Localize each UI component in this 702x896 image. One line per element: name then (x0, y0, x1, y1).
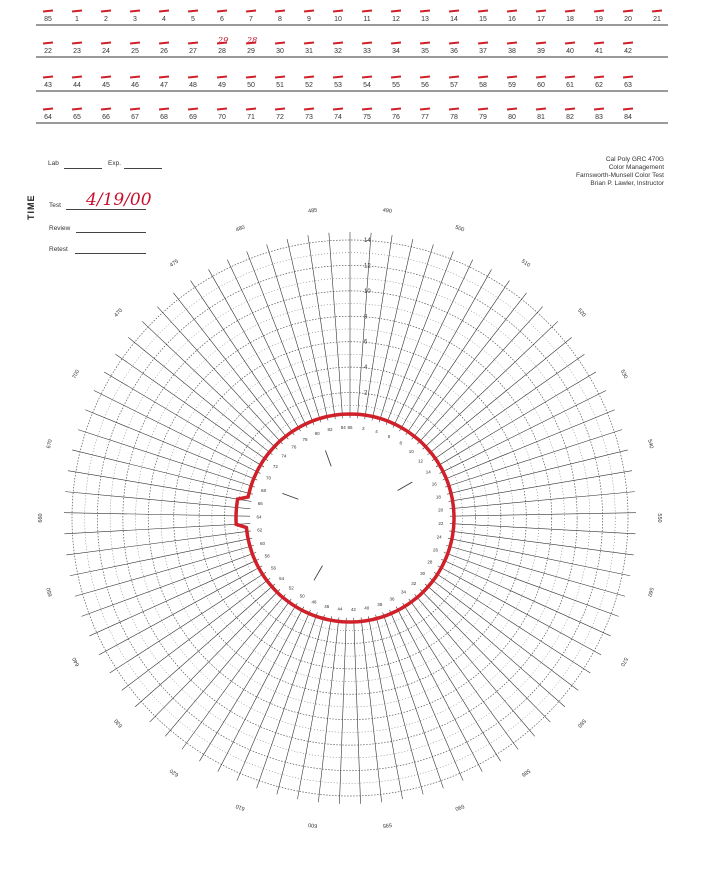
title-test-name: Farnsworth-Munsell Color Test (575, 172, 664, 179)
score-ring (237, 405, 462, 630)
cap-spoke (128, 337, 272, 454)
cap-number[interactable]: 6 (220, 16, 224, 23)
cap-spoke (450, 492, 635, 509)
scale-label: 4 (364, 365, 368, 372)
wavelength-label: 550 (656, 513, 662, 523)
cap-number[interactable]: 34 (392, 48, 400, 55)
cap-spoke (110, 572, 266, 673)
cap-number[interactable]: 33 (363, 48, 371, 55)
cap-number[interactable]: 58 (479, 82, 487, 89)
scale-label: 14 (364, 238, 371, 244)
cap-number[interactable]: 40 (566, 48, 574, 55)
cap-spoke (72, 450, 253, 494)
inner-cap-number: 82 (327, 427, 333, 433)
cap-spoke (403, 603, 501, 761)
inner-tick (325, 450, 331, 466)
scale-label: 10 (364, 288, 371, 295)
inner-cap-number: 28 (427, 559, 433, 565)
cap-number[interactable]: 21 (653, 16, 661, 23)
cap-number[interactable]: 68 (160, 114, 168, 121)
inner-cap-number: 80 (314, 431, 320, 437)
scale-label: 12 (364, 263, 371, 270)
inner-cap-number: 56 (271, 565, 277, 571)
inner-cap-number: 10 (408, 448, 414, 454)
cap-number[interactable]: 7 (249, 16, 253, 23)
cap-number[interactable]: 42 (624, 48, 632, 55)
inner-cap-number: 32 (411, 580, 417, 586)
inner-cap-number: 24 (436, 534, 442, 540)
cap-spoke (434, 572, 590, 673)
cap-spoke (318, 617, 339, 802)
cap-spoke (99, 566, 262, 655)
inner-cap-number: 14 (425, 469, 431, 475)
cap-number[interactable]: 67 (131, 114, 139, 121)
cap-spoke (450, 524, 636, 534)
cap-number[interactable]: 15 (479, 16, 487, 23)
cap-number[interactable]: 81 (537, 114, 545, 121)
cap-number[interactable]: 1 (75, 16, 79, 23)
inner-cap-number: 76 (291, 444, 297, 450)
cap-number[interactable]: 5 (191, 16, 195, 23)
cap-number[interactable]: 74 (334, 114, 342, 121)
inner-cap-number: 62 (257, 527, 263, 533)
cap-spoke (390, 610, 464, 781)
cap-number[interactable]: 82 (566, 114, 574, 121)
cap-number[interactable]: 29 (247, 48, 255, 55)
wavelength-label: 510 (520, 258, 532, 269)
cap-spoke (409, 599, 518, 749)
cap-number[interactable]: 31 (305, 48, 313, 55)
cap-spoke (368, 616, 402, 799)
cap-spoke (81, 552, 256, 616)
cap-number[interactable]: 71 (247, 114, 255, 121)
inner-tick (282, 493, 298, 499)
cap-number[interactable]: 64 (44, 114, 52, 121)
scale-label: 8 (364, 314, 368, 321)
cap-spoke (135, 584, 275, 707)
cap-number[interactable]: 69 (189, 114, 197, 121)
inner-cap-number: 18 (435, 494, 441, 500)
cap-number[interactable]: 73 (305, 114, 313, 121)
wavelength-label: 590 (454, 802, 465, 812)
cap-spoke (438, 566, 601, 655)
cap-number[interactable]: 22 (44, 48, 52, 55)
cap-number[interactable]: 3 (133, 16, 137, 23)
cap-number[interactable]: 65 (73, 114, 81, 121)
exp-label: Exp. (108, 160, 122, 167)
wavelength-label: 500 (454, 224, 465, 234)
cap-spoke (415, 594, 535, 736)
cap-spoke (64, 513, 250, 516)
inner-cap-number: 64 (256, 514, 262, 520)
inner-cap-number: 68 (260, 487, 266, 493)
cap-spoke (361, 617, 382, 802)
inner-cap-number: 48 (311, 599, 317, 605)
inner-cap-number: 78 (302, 436, 308, 442)
cap-spoke (66, 531, 250, 555)
cap-spoke (423, 321, 558, 449)
cap-number[interactable]: 26 (160, 48, 168, 55)
wavelength-label: 630 (113, 717, 125, 729)
inner-cap-number: 84 (340, 425, 346, 431)
cap-spoke (379, 244, 433, 422)
cap-number[interactable]: 53 (334, 82, 342, 89)
wavelength-label: 660 (38, 513, 44, 523)
cap-spoke (406, 281, 510, 435)
cap-spoke (122, 578, 270, 690)
cap-number[interactable]: 56 (421, 82, 429, 89)
handwritten-29: 29 (218, 36, 229, 45)
cap-number[interactable]: 70 (218, 114, 226, 121)
wavelength-label: 620 (168, 767, 180, 778)
cap-spoke (199, 603, 297, 761)
inner-cap-number: 46 (324, 603, 330, 609)
wavelength-label: 475 (168, 258, 180, 269)
wavelength-label: 610 (235, 802, 246, 812)
cap-spoke (64, 524, 250, 534)
cap-spoke (182, 599, 291, 749)
cap-spoke (430, 578, 578, 690)
cap-spoke (436, 372, 596, 467)
inner-cap-number: 6 (387, 433, 391, 439)
score-ring (225, 390, 476, 644)
cap-number[interactable]: 55 (392, 82, 400, 89)
cap-spoke (68, 471, 251, 502)
cap-number[interactable]: 44 (73, 82, 81, 89)
scale-label: 2 (364, 390, 368, 397)
cap-number[interactable]: 2 (104, 16, 108, 23)
cap-spoke (432, 354, 584, 461)
cap-number[interactable]: 4 (162, 16, 166, 23)
cap-number[interactable]: 28 (218, 48, 226, 55)
cap-spoke (449, 531, 633, 555)
cap-number[interactable]: 52 (305, 82, 313, 89)
cap-number[interactable]: 39 (537, 48, 545, 55)
cap-number[interactable]: 17 (537, 16, 545, 23)
inner-cap-number: 34 (400, 589, 406, 595)
inner-cap-number: 70 (266, 475, 272, 481)
cap-spoke (165, 594, 285, 736)
cap-number[interactable]: 83 (595, 114, 603, 121)
cap-number[interactable]: 57 (450, 82, 458, 89)
cap-number[interactable]: 63 (624, 82, 632, 89)
cap-spoke (209, 269, 301, 431)
inner-tick (398, 482, 413, 491)
cap-number[interactable]: 85 (44, 16, 52, 23)
cap-spoke (104, 372, 264, 467)
cap-number[interactable]: 36 (450, 48, 458, 55)
wavelength-label: 650 (45, 586, 54, 598)
wavelength-label: 490 (382, 207, 393, 215)
cap-spoke (227, 260, 307, 428)
cap-spoke (376, 615, 424, 795)
cap-spoke (116, 354, 268, 461)
inner-cap-number: 20 (438, 507, 444, 513)
cap-spoke (440, 391, 607, 474)
cap-spoke (297, 616, 331, 799)
cap-spoke (428, 337, 572, 454)
cap-number[interactable]: 27 (189, 48, 197, 55)
cap-spoke (445, 430, 622, 487)
cap-number[interactable]: 19 (595, 16, 603, 23)
inner-cap-number: 52 (288, 585, 294, 591)
inner-cap-number: 54 (279, 576, 285, 582)
cap-number[interactable]: 35 (421, 48, 429, 55)
cap-number[interactable]: 24 (102, 48, 110, 55)
inner-cap-number: 4 (375, 428, 378, 434)
cap-number[interactable]: 54 (363, 82, 371, 89)
title-instructor: Brian P. Lawler, Instructor (590, 180, 664, 187)
inner-tick (314, 566, 323, 581)
cap-spoke (448, 538, 630, 576)
inner-cap-number: 44 (337, 606, 343, 612)
cap-number[interactable]: 38 (508, 48, 516, 55)
wavelength-label: 560 (646, 586, 655, 598)
inner-cap-number: 38 (377, 602, 383, 608)
inner-cap-number: 12 (418, 458, 424, 464)
cap-spoke (277, 615, 325, 795)
retest-label: Retest (49, 246, 68, 253)
cap-spoke (443, 410, 615, 480)
wavelength-label: 540 (646, 438, 655, 450)
cap-number[interactable]: 49 (218, 82, 226, 89)
cap-spoke (354, 618, 361, 804)
wavelength-label: 520 (575, 307, 587, 319)
time-label: TIME (26, 194, 36, 220)
cap-number[interactable]: 30 (276, 48, 284, 55)
cap-spoke (94, 391, 261, 474)
cap-number[interactable]: 14 (450, 16, 458, 23)
cap-number[interactable]: 25 (131, 48, 139, 55)
wavelength-label: 470 (113, 307, 125, 319)
cap-number[interactable]: 32 (334, 48, 342, 55)
inner-cap-number: 58 (264, 553, 270, 559)
cap-number[interactable]: 20 (624, 16, 632, 23)
review-label: Review (49, 225, 71, 232)
scale-label: 6 (364, 339, 368, 346)
test-date: 4/19/00 (86, 190, 152, 210)
inner-cap-number: 60 (259, 540, 265, 546)
wavelength-label: 595 (382, 821, 393, 829)
title-subject: Color Management (608, 164, 664, 171)
cap-number[interactable]: 84 (624, 114, 632, 121)
inner-cap-number: 22 (438, 521, 444, 527)
cap-number[interactable]: 80 (508, 114, 516, 121)
cap-number[interactable]: 75 (363, 114, 371, 121)
cap-spoke (399, 269, 491, 431)
inner-cap-number: 42 (350, 606, 356, 612)
lab-label: Lab (48, 160, 59, 167)
wavelength-label: 670 (45, 438, 54, 450)
cap-number[interactable]: 61 (566, 82, 574, 89)
inner-cap-number: 72 (272, 463, 278, 469)
cap-number[interactable]: 37 (479, 48, 487, 55)
wavelength-label: 600 (307, 821, 318, 829)
cap-spoke (444, 552, 619, 616)
wavelength-label: 480 (235, 224, 246, 234)
cap-spoke (449, 471, 632, 502)
cap-spoke (339, 618, 346, 804)
inner-cap-number: 40 (364, 605, 370, 611)
cap-spoke (393, 260, 473, 428)
inner-cap-number: 26 (432, 547, 438, 553)
wavelength-label: 485 (307, 207, 318, 215)
cap-spoke (157, 307, 282, 444)
cap-number[interactable]: 79 (479, 114, 487, 121)
cap-spoke (142, 321, 277, 449)
inner-cap-number: 16 (431, 481, 437, 487)
cap-spoke (447, 450, 628, 494)
cap-number[interactable]: 43 (44, 82, 52, 89)
inner-cap-number: 85 (347, 425, 353, 430)
wavelength-label: 570 (618, 656, 629, 668)
cap-number[interactable]: 8 (278, 16, 282, 23)
cap-number[interactable]: 13 (421, 16, 429, 23)
handwritten-28: 28 (247, 36, 258, 45)
cap-number[interactable]: 66 (102, 114, 110, 121)
cap-number[interactable]: 48 (189, 82, 197, 89)
inner-cap-number: 2 (362, 425, 365, 431)
cap-spoke (89, 559, 258, 636)
inner-cap-number: 66 (257, 500, 263, 506)
cap-spoke (450, 513, 636, 516)
cap-number[interactable]: 41 (595, 48, 603, 55)
cap-number[interactable]: 77 (421, 114, 429, 121)
wavelength-label: 580 (575, 717, 587, 729)
title-course: Cal Poly GRC 470G (605, 156, 664, 163)
cap-number[interactable]: 9 (307, 16, 311, 23)
cap-number[interactable]: 18 (566, 16, 574, 23)
wavelength-label: 700 (71, 368, 82, 380)
score-ring (212, 380, 488, 656)
inner-cap-number: 30 (420, 570, 426, 576)
cap-number[interactable]: 10 (334, 16, 342, 23)
wavelength-label: 640 (71, 656, 82, 668)
cap-number[interactable]: 60 (537, 82, 545, 89)
cap-number[interactable]: 78 (450, 114, 458, 121)
cap-spoke (65, 492, 250, 509)
cap-spoke (417, 307, 542, 444)
cap-number[interactable]: 62 (595, 82, 603, 89)
cap-spoke (237, 610, 311, 781)
cap-spoke (85, 410, 257, 480)
cap-number[interactable]: 45 (102, 82, 110, 89)
cap-number[interactable]: 16 (508, 16, 516, 23)
cap-number[interactable]: 46 (131, 82, 139, 89)
inner-cap-number: 50 (299, 593, 305, 599)
cap-number[interactable]: 72 (276, 114, 284, 121)
test-label: Test (49, 202, 61, 209)
cap-spoke (267, 244, 321, 422)
inner-cap-number: 74 (281, 453, 287, 459)
cap-number[interactable]: 76 (392, 114, 400, 121)
wavelength-label: 585 (520, 767, 532, 778)
cap-number[interactable]: 51 (276, 82, 284, 89)
cap-number[interactable]: 12 (392, 16, 400, 23)
inner-cap-number: 36 (389, 596, 395, 602)
cap-number[interactable]: 23 (73, 48, 81, 55)
wavelength-label: 530 (618, 368, 629, 380)
cap-spoke (441, 559, 610, 636)
cap-number[interactable]: 47 (160, 82, 168, 89)
cap-number[interactable]: 59 (508, 82, 516, 89)
cap-number[interactable]: 11 (363, 16, 371, 23)
cap-spoke (425, 584, 565, 707)
cap-spoke (70, 538, 252, 576)
cap-number[interactable]: 50 (247, 82, 255, 89)
inner-cap-number: 8 (399, 440, 402, 446)
cap-spoke (446, 545, 625, 596)
